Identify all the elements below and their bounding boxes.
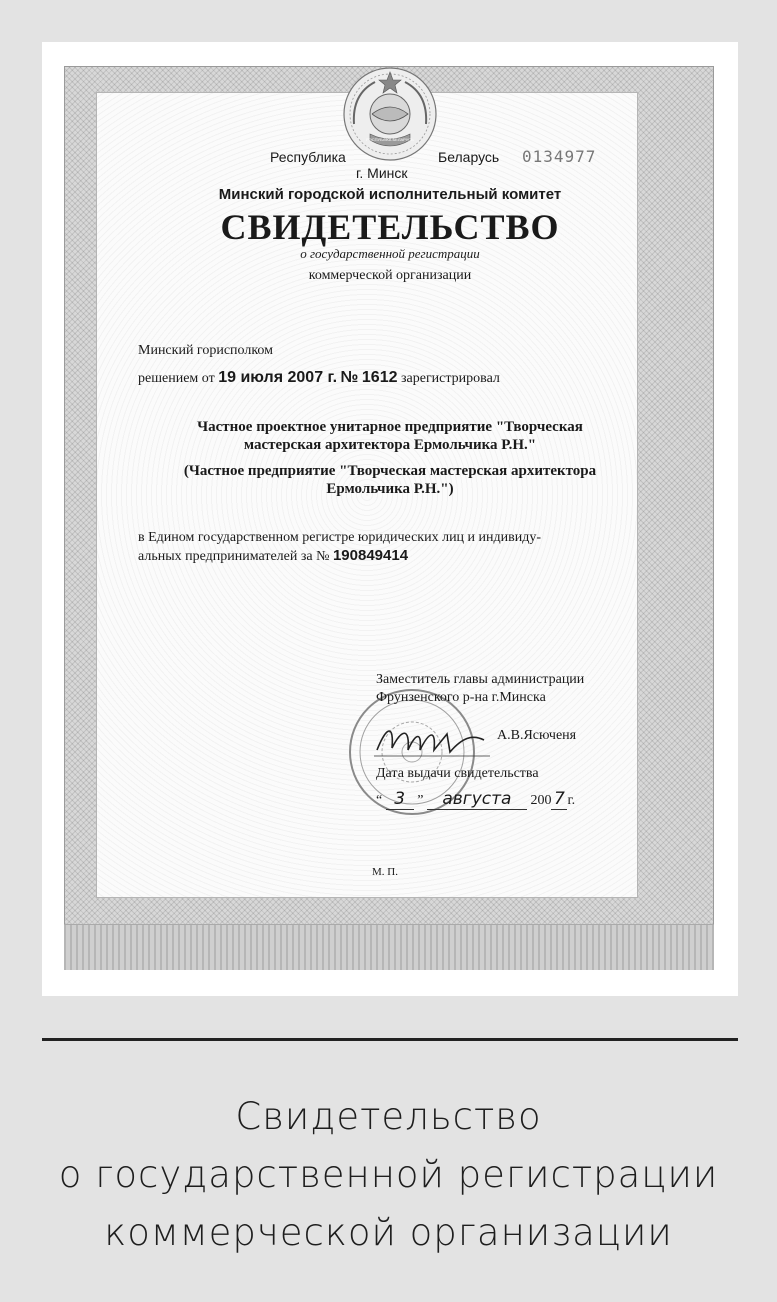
- signature-icon: [372, 720, 492, 760]
- decision-number: 1612: [361, 369, 398, 386]
- certificate-bottom-ornament: [64, 924, 714, 970]
- issue-date: “ 3 ” августа 200 7 г.: [376, 789, 576, 809]
- register-line1: в Едином государственном регистре юридических лиц и индивиду-: [138, 530, 542, 545]
- register-line2-prefix: альных предпринимателей за №: [138, 549, 330, 564]
- issue-year-prefix: 200: [530, 793, 552, 808]
- issue-year-digit: 7: [551, 789, 567, 810]
- signatory-position-line2: Фрунзенского р-на г.Минска: [376, 690, 546, 705]
- certificate-title: СВИДЕТЕЛЬСТВО: [220, 207, 560, 247]
- document-caption: [0, 1088, 777, 1262]
- issue-date-label: Дата выдачи свидетельства: [376, 766, 539, 781]
- certificate-image: [42, 42, 738, 996]
- signatory-name: А.В.Ясюченя: [497, 728, 577, 743]
- belarus-emblem-icon: [340, 64, 440, 164]
- decision-prefix: решением от: [138, 371, 215, 386]
- organization-short-name-line2: Ермольчика Р.Н."): [326, 481, 454, 497]
- signatory-position-line1: Заместитель главы администрации: [376, 672, 585, 687]
- republic-label: Республика: [270, 149, 346, 165]
- organization-short-name: [112, 462, 668, 498]
- section-divider: [42, 1038, 738, 1041]
- register-number: 190849414: [332, 547, 409, 564]
- register-text: [138, 529, 541, 566]
- register-line2: [138, 547, 541, 566]
- decision-suffix: зарегистрировал: [400, 371, 500, 386]
- caption-line1: Свидетельство: [235, 1095, 542, 1138]
- issue-year-suffix: г.: [567, 793, 576, 808]
- organization-short-name-line1: (Частное предприятие "Творческая мастерская архитектора: [183, 463, 597, 479]
- signatory-position: [376, 671, 584, 707]
- certificate-subtitle-2: коммерческой организации: [308, 268, 472, 283]
- serial-number: 0134977: [522, 147, 597, 166]
- caption-line3: коммерческой организации: [104, 1211, 673, 1254]
- decision-number-label: №: [340, 369, 359, 386]
- organization-full-name-line2: мастерская архитектора Ермольчика Р.Н.": [243, 437, 537, 453]
- organization-full-name: [112, 418, 668, 454]
- decision-line: [138, 369, 500, 387]
- caption-line2: о государственной регистрации: [58, 1153, 719, 1196]
- svg-text:РЭСПУБЛІКА БЕЛАРУСЬ: РЭСПУБЛІКА БЕЛАРУСЬ: [366, 137, 414, 142]
- issuer-text: Минский городской исполнительный комитет: [218, 186, 562, 203]
- city-label: г. Минск: [356, 165, 408, 181]
- issue-month: августа: [427, 789, 527, 810]
- authority-text: Минский горисполком: [138, 343, 274, 358]
- issue-day: 3: [386, 789, 414, 810]
- organization-full-name-line1: Частное проектное унитарное предприятие "Творческая: [197, 419, 583, 435]
- seal-place-label: М. П.: [372, 866, 398, 878]
- belarus-label: Беларусь: [438, 149, 500, 165]
- issuer-label: [42, 186, 738, 203]
- certificate-subtitle: о государственной регистрации: [300, 246, 480, 261]
- decision-date: 19 июля 2007 г.: [218, 369, 338, 386]
